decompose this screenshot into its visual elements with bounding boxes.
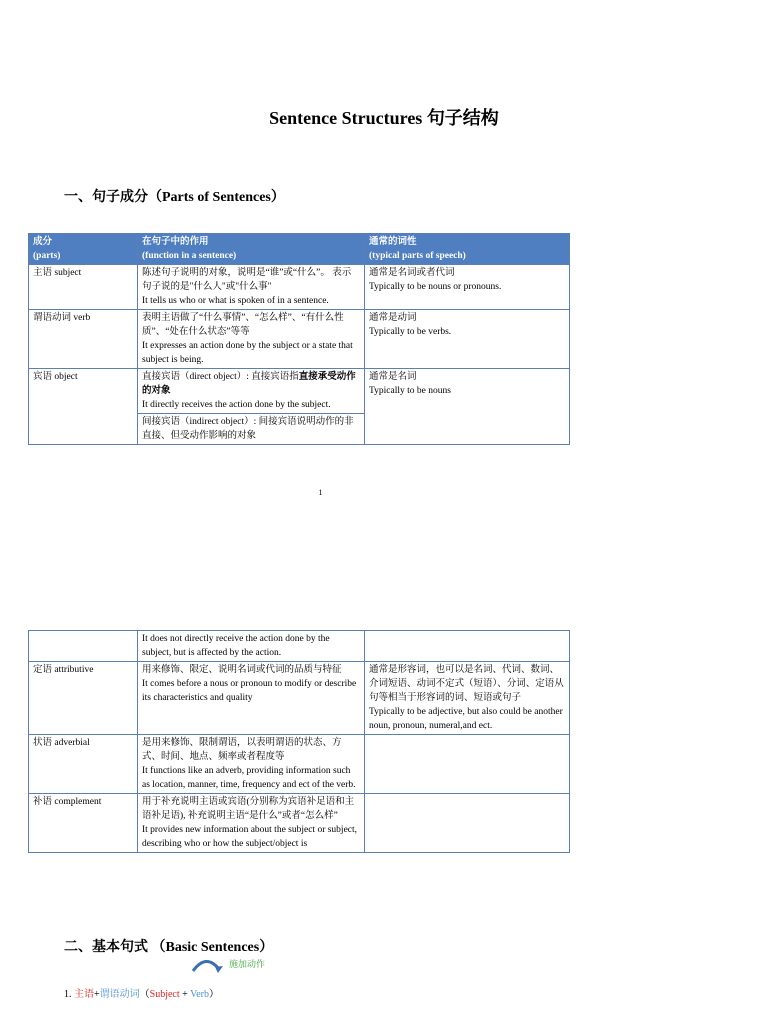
part-cell [29,631,138,662]
subject-en: Subject [149,989,180,1000]
part-cell: 状语 adverbial [29,735,138,794]
basic-sentence-1 [64,985,219,1000]
direct-object-zh [142,370,360,398]
function-en: It expresses an action done by the subject or a state that subject is being. [142,341,353,365]
header-parts [29,234,138,265]
header-label: 通常的词性 [369,237,417,247]
pos-zh: 通常是动词 [369,313,417,323]
direct-object-prefix: 直接宾语（direct object）: 直接宾语指 [142,372,299,382]
plus-sign: + [94,989,100,1000]
header-label: 成分 [33,237,53,247]
pos-zh: 通常是名词或者代词 [369,268,455,278]
direct-object-bold: 直接承受动作的对象 [142,372,356,396]
function-en: It provides new information about the subject or subject, describing who or how the subject/object is [142,825,358,849]
part-cell: 主语 subject [29,265,138,310]
table-row [29,265,570,310]
header-sublabel: (typical parts of speech) [369,251,466,261]
function-zh: 用于补充说明主语或宾语(分别称为宾语补足语和主语补足语), 补充说明主语“是什么”或者“怎么样” [142,797,355,821]
page-title: Sentence Structures 句子结构 [269,108,499,128]
function-cell [138,794,365,853]
function-cell-direct [138,369,365,414]
table-row [29,310,570,369]
table-row [29,735,570,794]
function-cell [138,735,365,794]
pos-en: Typically to be nouns or pronouns. [369,282,502,292]
function-cell: It does not directly receive the action done by the subject, but is affected by the action. [138,631,365,662]
function-zh: 是用来修饰、限制谓语，以表明谓语的状态、方式、时间、地点、频率或者程度等 [142,738,342,762]
pos-en: Typically to be nouns [369,386,451,396]
function-zh: 用来修饰、限定、说明名词或代词的品质与特征 [142,665,342,675]
pos-cell [365,310,570,369]
header-function [138,234,365,265]
page-number: 1 [318,488,323,497]
table-row [29,794,570,853]
subject-zh: 主语 [74,989,94,1000]
pos-cell [365,631,570,662]
table-row [29,662,570,735]
header-pos [365,234,570,265]
part-cell: 宾语 object [29,369,138,445]
verb-en: Verb [190,989,209,1000]
table-row [29,631,570,662]
function-en: It functions like an adverb, providing information such as location, manner, time, frequency and ect of the verb. [142,766,356,790]
header-label: 在句子中的作用 [142,237,209,247]
action-annotation: 施加动作 [229,959,266,969]
function-cell [138,265,365,310]
table-header-row [29,234,570,265]
pos-cell [365,794,570,853]
plus-sign: + [179,989,191,1000]
part-cell: 谓语动词 verb [29,310,138,369]
function-en: It tells us who or what is spoken of in a sentence. [142,296,329,306]
pos-cell [365,662,570,735]
pos-zh: 通常是形容词，也可以是名词、代词、数词、介词短语、动词不定式（短语）、分词、定语从句等相当于形容词的词、短语或句子 [369,665,564,703]
parts-table [28,233,570,445]
pos-cell [365,265,570,310]
pos-cell [365,369,570,445]
pos-en: Typically to be verbs. [369,327,452,337]
function-cell-indirect: 间接宾语（indirect object）: 间接宾语说明动作的非直接、但受动作影响的对象 [138,414,365,445]
function-zh: 表明主语做了“什么事情”、“怎么样”、“有什么性质”、“处在什么状态”等等 [142,313,344,337]
parts-table-continued [28,630,570,853]
item-number: 1. [64,989,74,1000]
curved-arrow-icon [190,955,224,973]
header-sublabel: (function in a sentence) [142,251,237,261]
function-zh: 陈述句子说明的对象，说明是“谁”或“什么”。 表示句子说的是"什么人"或"什么事" [142,268,352,292]
section-heading-parts: 一、句子成分（Parts of Sentences） [64,190,285,205]
section-heading-basic: 二、基本句式 （Basic Sentences） [64,940,274,955]
pos-zh: 通常是名词 [369,372,417,382]
part-cell: 补语 complement [29,794,138,853]
part-cell: 定语 attributive [29,662,138,735]
verb-zh: 谓语动词 [99,989,140,1000]
direct-object-en: It directly receives the action done by the subject. [142,400,331,410]
function-cell [138,662,365,735]
pos-cell [365,735,570,794]
open-paren: （ [139,989,150,1000]
header-sublabel: (parts) [33,251,61,261]
function-en: It comes before a nous or pronoun to modify or describe its characteristics and quality [142,679,357,703]
table-row [29,369,570,414]
close-paren: ） [209,989,219,1000]
function-cell [138,310,365,369]
pos-en: Typically to be adjective, but also could be another noun, pronoun, numeral,and ect. [369,707,563,731]
